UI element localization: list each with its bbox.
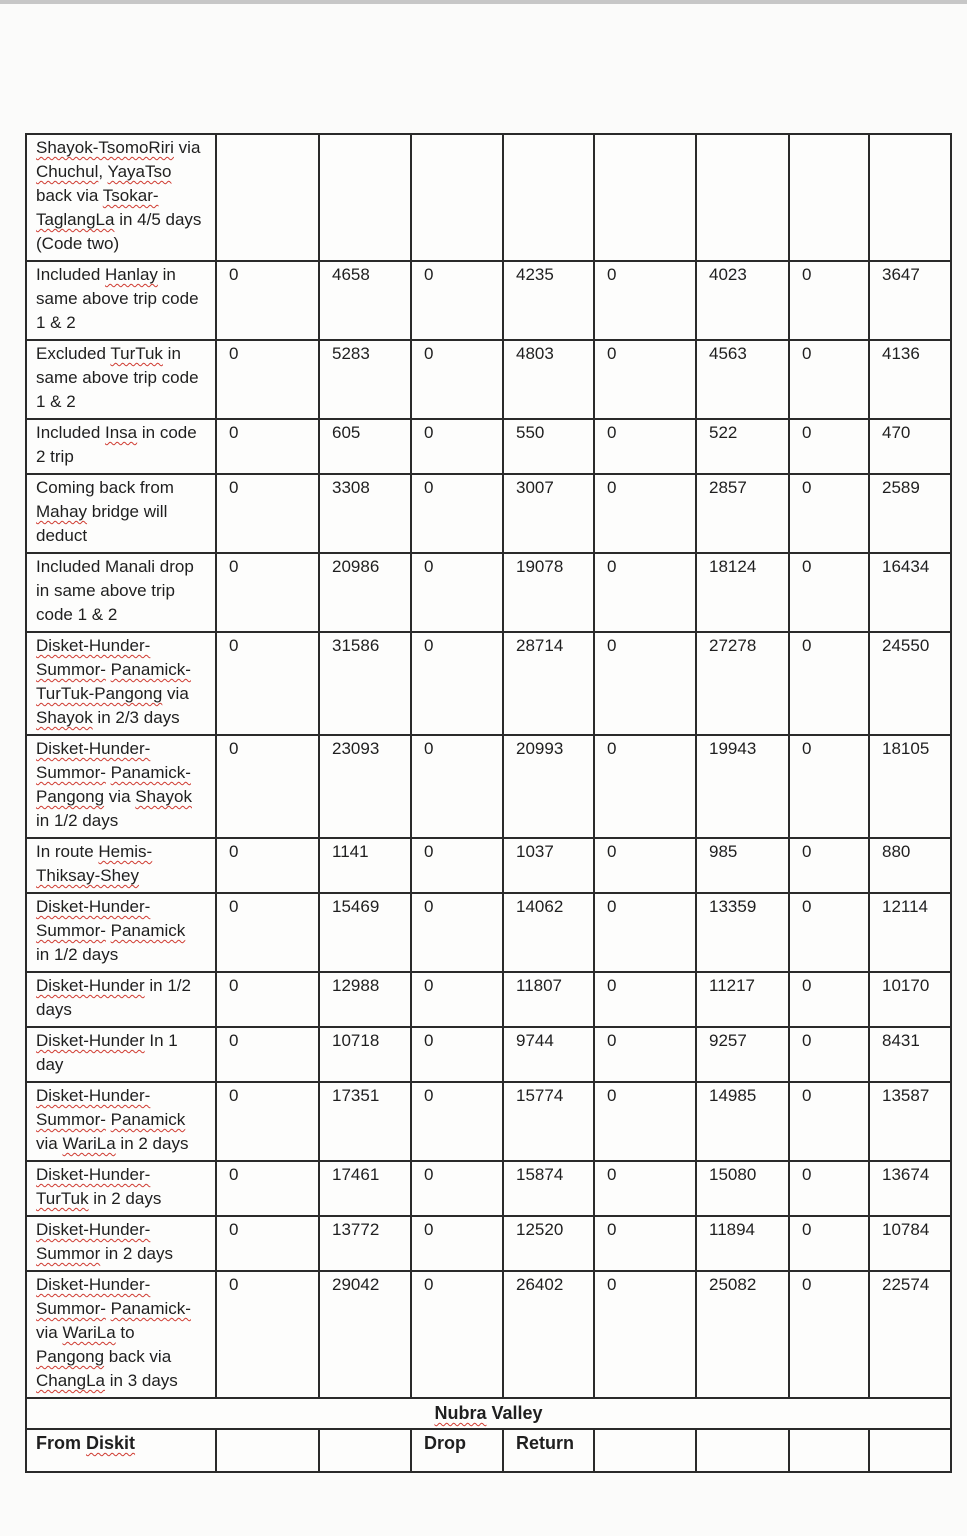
zero-cell: 0 bbox=[594, 1271, 696, 1398]
zero-cell: 0 bbox=[411, 1082, 503, 1161]
price-cell: 28714 bbox=[503, 632, 594, 735]
spellcheck-underline: Disket-Hunder- bbox=[36, 1086, 151, 1105]
section-footer-body bbox=[26, 1398, 951, 1472]
price-cell: 2857 bbox=[696, 474, 789, 553]
spellcheck-underline: TurTuk bbox=[110, 344, 163, 363]
zero-cell: 0 bbox=[594, 632, 696, 735]
zero-cell: 0 bbox=[789, 419, 869, 474]
spellcheck-underline: TaglangLa bbox=[36, 210, 115, 229]
trip-description: Disket-Hunder-Summor- Panamick-Pangong via Shayok in 1/2 days bbox=[26, 735, 216, 838]
price-cell: 11807 bbox=[503, 972, 594, 1027]
zero-cell: 0 bbox=[216, 893, 319, 972]
zero-cell: 0 bbox=[789, 893, 869, 972]
zero-cell: 0 bbox=[216, 632, 319, 735]
zero-cell: 0 bbox=[789, 474, 869, 553]
trip-description: Excluded TurTuk in same above trip code 1 & 2 bbox=[26, 340, 216, 419]
price-cell: 4803 bbox=[503, 340, 594, 419]
price-cell: 18124 bbox=[696, 553, 789, 632]
table-row bbox=[26, 632, 951, 735]
spellcheck-underline: Disket-Hunder- bbox=[36, 1220, 151, 1239]
zero-cell: 0 bbox=[789, 1027, 869, 1082]
price-cell: 10170 bbox=[869, 972, 951, 1027]
price-cell: 15774 bbox=[503, 1082, 594, 1161]
section-header-row bbox=[26, 1398, 951, 1429]
price-cell: 12114 bbox=[869, 893, 951, 972]
price-cell: 17351 bbox=[319, 1082, 411, 1161]
spellcheck-underline: Disket-Hunder- bbox=[36, 897, 151, 916]
zero-cell: 0 bbox=[594, 1216, 696, 1271]
zero-cell bbox=[411, 134, 503, 261]
price-cell: 20993 bbox=[503, 735, 594, 838]
zero-cell: 0 bbox=[216, 340, 319, 419]
price-cell: 17461 bbox=[319, 1161, 411, 1216]
zero-cell: 0 bbox=[789, 261, 869, 340]
spellcheck-underline: Insa bbox=[105, 423, 138, 442]
zero-cell: 0 bbox=[411, 735, 503, 838]
spellcheck-underline: Tsokar- bbox=[102, 186, 159, 205]
zero-cell: 0 bbox=[411, 838, 503, 893]
price-cell bbox=[503, 134, 594, 261]
price-cell: 25082 bbox=[696, 1271, 789, 1398]
trip-description: Shayok-TsomoRiri via Chuchul, YayaTso back via Tsokar-TaglangLa in 4/5 days (Code two) bbox=[26, 134, 216, 261]
spellcheck-underline: Shayok bbox=[36, 708, 93, 727]
table-row bbox=[26, 1082, 951, 1161]
zero-cell: 0 bbox=[216, 1271, 319, 1398]
table-row bbox=[26, 972, 951, 1027]
zero-cell bbox=[594, 134, 696, 261]
spellcheck-underline: Panamick bbox=[110, 921, 186, 940]
zero-cell: 0 bbox=[594, 261, 696, 340]
zero-cell: 0 bbox=[216, 419, 319, 474]
table-row bbox=[26, 261, 951, 340]
drop-column-header: Drop bbox=[411, 1429, 503, 1472]
price-cell: 985 bbox=[696, 838, 789, 893]
trip-description: Disket-Hunder-Summor- Panamick-TurTuk-Pangong via Shayok in 2/3 days bbox=[26, 632, 216, 735]
zero-cell: 0 bbox=[594, 1161, 696, 1216]
price-cell: 27278 bbox=[696, 632, 789, 735]
price-cell: 22574 bbox=[869, 1271, 951, 1398]
zero-cell: 0 bbox=[594, 838, 696, 893]
price-cell: 4136 bbox=[869, 340, 951, 419]
price-cell: 14985 bbox=[696, 1082, 789, 1161]
from-diskit-label: From Diskit bbox=[26, 1429, 216, 1472]
spellcheck-underline: Disket-Hunder bbox=[36, 976, 145, 995]
price-cell: 12520 bbox=[503, 1216, 594, 1271]
spellcheck-underline: TurTuk bbox=[36, 1189, 89, 1208]
zero-cell: 0 bbox=[411, 261, 503, 340]
price-cell: 15080 bbox=[696, 1161, 789, 1216]
spellcheck-underline: Pangong bbox=[36, 787, 105, 806]
table-row bbox=[26, 1216, 951, 1271]
zero-cell: 0 bbox=[594, 340, 696, 419]
table-row bbox=[26, 340, 951, 419]
price-cell: 9257 bbox=[696, 1027, 789, 1082]
zero-cell: 0 bbox=[411, 1216, 503, 1271]
zero-cell: 0 bbox=[594, 893, 696, 972]
price-cell: 15469 bbox=[319, 893, 411, 972]
screenshot-top-edge-strip bbox=[0, 0, 967, 4]
price-cell: 14062 bbox=[503, 893, 594, 972]
spellcheck-underline: Panamick bbox=[110, 1110, 186, 1129]
footer-empty-cell bbox=[696, 1429, 789, 1472]
spellcheck-underline: Summor- bbox=[36, 1110, 106, 1129]
price-cell: 18105 bbox=[869, 735, 951, 838]
spellcheck-underline: Summor- bbox=[36, 763, 106, 782]
table-row bbox=[26, 419, 951, 474]
price-cell: 4023 bbox=[696, 261, 789, 340]
spellcheck-underline: WariLa bbox=[62, 1134, 116, 1153]
trip-description: Coming back from Mahay bridge will deduct bbox=[26, 474, 216, 553]
table-row bbox=[26, 838, 951, 893]
price-cell: 19943 bbox=[696, 735, 789, 838]
price-cell bbox=[869, 134, 951, 261]
price-cell: 880 bbox=[869, 838, 951, 893]
zero-cell: 0 bbox=[411, 1027, 503, 1082]
price-cell: 8431 bbox=[869, 1027, 951, 1082]
zero-cell: 0 bbox=[216, 1027, 319, 1082]
spellcheck-underline: Disket-Hunder- bbox=[36, 1165, 151, 1184]
zero-cell: 0 bbox=[789, 1216, 869, 1271]
spellcheck-underline: Panamick- bbox=[110, 1299, 191, 1318]
zero-cell: 0 bbox=[594, 474, 696, 553]
spellcheck-underline: Shayok bbox=[135, 787, 192, 806]
footer-empty-cell bbox=[216, 1429, 319, 1472]
spellcheck-underline: Panamick- bbox=[110, 763, 191, 782]
price-cell: 4235 bbox=[503, 261, 594, 340]
spellcheck-underline: Disket-Hunder- bbox=[36, 636, 151, 655]
table-row bbox=[26, 553, 951, 632]
zero-cell: 0 bbox=[216, 1082, 319, 1161]
section-title: Nubra Valley bbox=[26, 1398, 951, 1429]
trip-description: Disket-Hunder-Summor in 2 days bbox=[26, 1216, 216, 1271]
price-cell: 3308 bbox=[319, 474, 411, 553]
price-cell: 23093 bbox=[319, 735, 411, 838]
spellcheck-underline: Summor- bbox=[36, 660, 106, 679]
zero-cell: 0 bbox=[216, 838, 319, 893]
table-row bbox=[26, 1161, 951, 1216]
price-cell: 9744 bbox=[503, 1027, 594, 1082]
zero-cell: 0 bbox=[216, 1216, 319, 1271]
footer-header-row bbox=[26, 1429, 951, 1472]
zero-cell: 0 bbox=[789, 972, 869, 1027]
return-column-header: Return bbox=[503, 1429, 594, 1472]
footer-empty-cell bbox=[319, 1429, 411, 1472]
trip-description: Included Insa in code 2 trip bbox=[26, 419, 216, 474]
price-cell: 11217 bbox=[696, 972, 789, 1027]
zero-cell: 0 bbox=[789, 632, 869, 735]
spellcheck-underline: Pangong bbox=[36, 1347, 105, 1366]
zero-cell: 0 bbox=[789, 340, 869, 419]
spellcheck-underline: Hanlay bbox=[105, 265, 158, 284]
spellcheck-underline: TurTuk-Pangong bbox=[36, 684, 163, 703]
trip-description: In route Hemis-Thiksay-Shey bbox=[26, 838, 216, 893]
zero-cell: 0 bbox=[216, 735, 319, 838]
price-cell: 13772 bbox=[319, 1216, 411, 1271]
price-cell: 20986 bbox=[319, 553, 411, 632]
footer-empty-cell bbox=[594, 1429, 696, 1472]
price-cell bbox=[319, 134, 411, 261]
spellcheck-underline: Hemis- bbox=[98, 842, 153, 861]
footer-empty-cell bbox=[789, 1429, 869, 1472]
zero-cell: 0 bbox=[789, 1082, 869, 1161]
price-cell: 470 bbox=[869, 419, 951, 474]
price-cell: 1037 bbox=[503, 838, 594, 893]
spellcheck-underline: Thiksay-Shey bbox=[36, 866, 139, 885]
zero-cell: 0 bbox=[594, 735, 696, 838]
zero-cell: 0 bbox=[594, 1027, 696, 1082]
spellcheck-underline: Summor- bbox=[36, 1299, 106, 1318]
price-cell: 1141 bbox=[319, 838, 411, 893]
zero-cell: 0 bbox=[411, 1161, 503, 1216]
price-cell: 522 bbox=[696, 419, 789, 474]
table-row bbox=[26, 474, 951, 553]
price-cell: 13674 bbox=[869, 1161, 951, 1216]
spellcheck-underline: Nubra bbox=[434, 1403, 487, 1423]
zero-cell: 0 bbox=[216, 553, 319, 632]
zero-cell: 0 bbox=[789, 1271, 869, 1398]
trip-description: Disket-Hunder In 1 day bbox=[26, 1027, 216, 1082]
spellcheck-underline: Disket-Hunder- bbox=[36, 1275, 151, 1294]
zero-cell: 0 bbox=[411, 1271, 503, 1398]
price-cell: 31586 bbox=[319, 632, 411, 735]
trip-description: Disket-Hunder in 1/2 days bbox=[26, 972, 216, 1027]
zero-cell: 0 bbox=[594, 553, 696, 632]
price-cell: 605 bbox=[319, 419, 411, 474]
zero-cell: 0 bbox=[411, 340, 503, 419]
trip-description: Disket-Hunder-Summor- Panamick- via WariLa to Pangong back via ChangLa in 3 days bbox=[26, 1271, 216, 1398]
price-rows-body bbox=[26, 134, 951, 1398]
zero-cell bbox=[789, 134, 869, 261]
zero-cell: 0 bbox=[411, 893, 503, 972]
spellcheck-underline: Shayok-TsomoRiri bbox=[36, 138, 174, 157]
table-row bbox=[26, 735, 951, 838]
zero-cell: 0 bbox=[594, 972, 696, 1027]
trip-description: Included Manali drop in same above trip code 1 & 2 bbox=[26, 553, 216, 632]
table-row bbox=[26, 134, 951, 261]
table-row bbox=[26, 1027, 951, 1082]
zero-cell: 0 bbox=[789, 838, 869, 893]
price-cell: 10718 bbox=[319, 1027, 411, 1082]
zero-cell: 0 bbox=[789, 1161, 869, 1216]
price-cell: 2589 bbox=[869, 474, 951, 553]
spellcheck-underline: Summor bbox=[36, 1244, 101, 1263]
spellcheck-underline: Summor- bbox=[36, 921, 106, 940]
zero-cell: 0 bbox=[411, 972, 503, 1027]
price-cell: 3647 bbox=[869, 261, 951, 340]
spellcheck-underline: Diskit bbox=[86, 1433, 136, 1453]
price-cell: 15874 bbox=[503, 1161, 594, 1216]
spellcheck-underline: ChangLa bbox=[36, 1371, 106, 1390]
price-cell: 12988 bbox=[319, 972, 411, 1027]
zero-cell: 0 bbox=[594, 1082, 696, 1161]
zero-cell: 0 bbox=[216, 261, 319, 340]
footer-empty-cell bbox=[869, 1429, 951, 1472]
price-cell: 13359 bbox=[696, 893, 789, 972]
price-cell bbox=[696, 134, 789, 261]
spellcheck-underline: Panamick- bbox=[110, 660, 191, 679]
price-cell: 19078 bbox=[503, 553, 594, 632]
trip-description: Disket-Hunder-TurTuk in 2 days bbox=[26, 1161, 216, 1216]
price-cell: 5283 bbox=[319, 340, 411, 419]
trip-price-table bbox=[25, 133, 952, 1473]
price-cell: 26402 bbox=[503, 1271, 594, 1398]
price-cell: 4563 bbox=[696, 340, 789, 419]
price-cell: 4658 bbox=[319, 261, 411, 340]
zero-cell: 0 bbox=[216, 474, 319, 553]
spellcheck-underline: Mahay bbox=[36, 502, 88, 521]
price-cell: 3007 bbox=[503, 474, 594, 553]
price-cell: 11894 bbox=[696, 1216, 789, 1271]
trip-description: Disket-Hunder-Summor- Panamick via WariLa in 2 days bbox=[26, 1082, 216, 1161]
zero-cell: 0 bbox=[789, 735, 869, 838]
zero-cell: 0 bbox=[411, 553, 503, 632]
spellcheck-underline: WariLa bbox=[62, 1323, 116, 1342]
price-cell: 16434 bbox=[869, 553, 951, 632]
price-cell: 29042 bbox=[319, 1271, 411, 1398]
spellcheck-underline: Disket-Hunder bbox=[36, 1031, 145, 1050]
trip-description: Included Hanlay in same above trip code 1 & 2 bbox=[26, 261, 216, 340]
zero-cell bbox=[216, 134, 319, 261]
zero-cell: 0 bbox=[411, 632, 503, 735]
zero-cell: 0 bbox=[216, 1161, 319, 1216]
zero-cell: 0 bbox=[411, 474, 503, 553]
price-cell: 10784 bbox=[869, 1216, 951, 1271]
spellcheck-underline: Chuchul bbox=[36, 162, 99, 181]
spellcheck-underline: YayaTso bbox=[107, 162, 172, 181]
price-cell: 550 bbox=[503, 419, 594, 474]
table-row bbox=[26, 1271, 951, 1398]
trip-description: Disket-Hunder-Summor- Panamick in 1/2 days bbox=[26, 893, 216, 972]
price-cell: 13587 bbox=[869, 1082, 951, 1161]
price-cell: 24550 bbox=[869, 632, 951, 735]
zero-cell: 0 bbox=[594, 419, 696, 474]
zero-cell: 0 bbox=[789, 553, 869, 632]
zero-cell: 0 bbox=[411, 419, 503, 474]
table-row bbox=[26, 893, 951, 972]
spellcheck-underline: Disket-Hunder- bbox=[36, 739, 151, 758]
zero-cell: 0 bbox=[216, 972, 319, 1027]
